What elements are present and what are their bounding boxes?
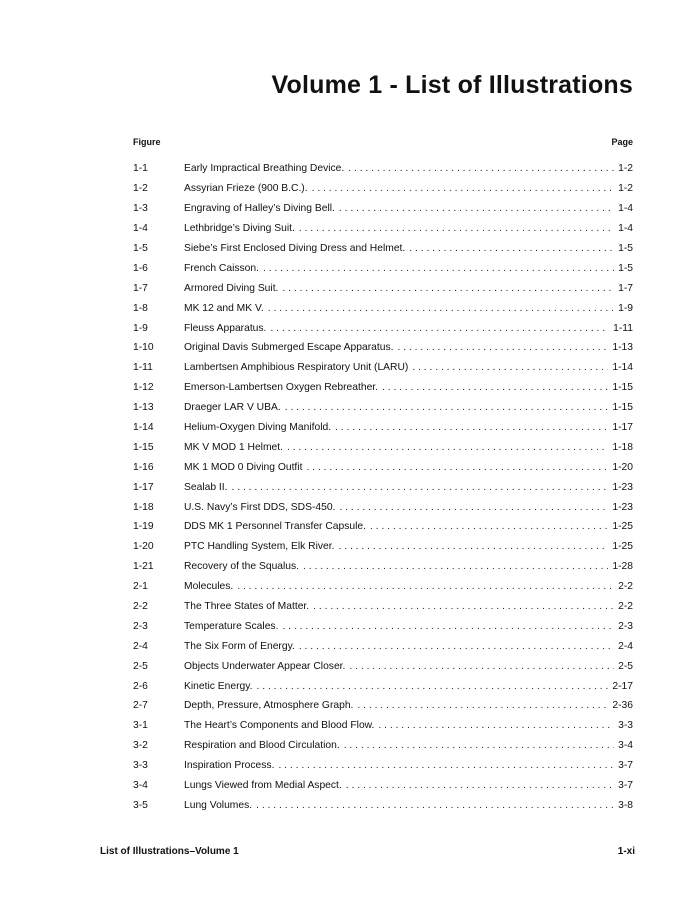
list-item[interactable] [133, 537, 633, 557]
figure-page: 1-14 [612, 362, 633, 374]
list-item[interactable] [133, 796, 633, 816]
dot-leader [282, 621, 614, 632]
figure-title: Early Impractical Breathing Device. [184, 163, 345, 175]
figure-page: 1-9 [618, 302, 633, 314]
figure-number: 3-1 [133, 720, 148, 732]
figure-page: 3-4 [618, 740, 633, 752]
dot-leader [256, 800, 614, 811]
figure-number: 1-9 [133, 322, 148, 334]
list-item[interactable] [133, 656, 633, 676]
figure-number: 1-12 [133, 382, 154, 394]
figure-page: 3-3 [618, 720, 633, 732]
list-item[interactable] [133, 716, 633, 736]
list-item[interactable] [133, 497, 633, 517]
list-item[interactable] [133, 258, 633, 278]
figure-page: 1-15 [612, 382, 633, 394]
list-item[interactable] [133, 756, 633, 776]
dot-leader [299, 223, 614, 234]
list-item[interactable] [133, 477, 633, 497]
figure-number: 1-5 [133, 243, 148, 254]
figure-title: Lungs Viewed from Medial Aspect. [184, 780, 342, 792]
figure-page: 1-4 [618, 223, 633, 235]
figure-title: MK 12 and MK V. [184, 302, 264, 314]
list-item[interactable] [133, 199, 633, 219]
figure-title: Siebe’s First Enclosed Diving Dress and Helmet. [184, 243, 406, 254]
figure-title: U.S. Navy’s First DDS, SDS-450. [184, 501, 336, 513]
figure-number: 1-19 [133, 521, 154, 533]
figure-number: 2-6 [133, 680, 148, 692]
list-item[interactable] [133, 636, 633, 656]
figure-title: Engraving of Halley’s Diving Bell. [184, 203, 335, 215]
figure-title: MK 1 MOD 0 Diving Outfit [184, 461, 303, 473]
figure-number: 1-17 [133, 481, 154, 493]
figure-title: Draeger LAR V UBA. [184, 402, 281, 414]
figure-number: 2-7 [133, 700, 148, 712]
figure-page: 1-2 [618, 183, 633, 195]
dot-leader [287, 442, 608, 453]
list-item[interactable] [133, 437, 633, 457]
dot-leader [348, 163, 614, 174]
figure-number: 1-8 [133, 302, 148, 314]
list-item[interactable] [133, 736, 633, 756]
list-item[interactable] [133, 219, 633, 239]
dot-leader [313, 601, 614, 612]
figure-title: Lambertsen Amphibious Respiratory Unit (LARU) [184, 362, 409, 374]
figure-title: Inspiration Process. [184, 760, 275, 772]
figure-page: 1-11 [613, 322, 633, 334]
figure-number: 2-1 [133, 581, 148, 593]
figure-page: 1-7 [618, 282, 633, 294]
figure-page: 1-15 [612, 402, 633, 414]
dot-leader [346, 780, 614, 791]
figure-title: PTC Handling System, Elk River. [184, 541, 335, 553]
figure-number: 1-15 [133, 441, 154, 453]
figure-page: 1-4 [618, 203, 633, 215]
illustrations-list [133, 159, 633, 815]
figure-page: 1-20 [612, 461, 633, 473]
dot-leader [268, 303, 614, 314]
figure-number: 1-6 [133, 262, 148, 274]
figure-number: 1-20 [133, 541, 154, 553]
figure-number: 3-5 [133, 799, 148, 811]
figure-page: 1-25 [612, 521, 633, 533]
list-item[interactable] [133, 239, 633, 259]
dot-leader [306, 462, 608, 473]
dot-leader [299, 641, 614, 652]
figure-number: 1-14 [133, 422, 154, 434]
column-header-page: Page [611, 137, 633, 147]
page-title: Volume 1 - List of Illustrations [271, 71, 633, 99]
list-item[interactable] [133, 597, 633, 617]
list-item[interactable] [133, 616, 633, 636]
figure-page: 1-23 [612, 481, 633, 493]
figure-title: The Three States of Matter. [184, 601, 310, 613]
figure-number: 2-3 [133, 620, 148, 632]
figure-number: 1-2 [133, 183, 148, 195]
figure-page: 1-5 [618, 243, 633, 254]
list-item[interactable] [133, 159, 633, 179]
dot-leader [349, 661, 614, 672]
dot-leader [339, 502, 608, 513]
list-item[interactable] [133, 418, 633, 438]
figure-page: 2-3 [618, 620, 633, 632]
figure-page: 1-2 [618, 163, 633, 175]
figure-title: Sealab II. [184, 481, 228, 493]
dot-leader [339, 203, 614, 214]
figure-page: 2-2 [618, 581, 633, 593]
list-item[interactable] [133, 358, 633, 378]
list-item[interactable] [133, 298, 633, 318]
figure-number: 2-5 [133, 660, 148, 672]
list-item[interactable] [133, 776, 633, 796]
figure-number: 3-2 [133, 740, 148, 752]
figure-title: Respiration and Blood Circulation. [184, 740, 340, 752]
dot-leader [370, 521, 608, 532]
list-item[interactable] [133, 179, 633, 199]
figure-number: 1-16 [133, 461, 154, 473]
dot-leader [303, 561, 608, 572]
figure-number: 1-4 [133, 223, 148, 235]
figure-title: Assyrian Frieze (900 B.C.). [184, 183, 308, 195]
dot-leader [357, 700, 608, 711]
figure-page: 1-25 [612, 541, 633, 553]
figure-page: 1-28 [612, 561, 633, 573]
figure-page: 2-17 [612, 680, 633, 692]
list-item[interactable] [133, 378, 633, 398]
column-header-figure: Figure [133, 137, 161, 147]
list-item[interactable] [133, 457, 633, 477]
list-item[interactable] [133, 676, 633, 696]
figure-title: Armored Diving Suit. [184, 282, 279, 294]
dot-leader [378, 720, 614, 731]
figure-page: 1-18 [612, 441, 633, 453]
dot-leader [412, 362, 608, 373]
figure-title: Fleuss Apparatus. [184, 322, 267, 334]
figure-title: Objects Underwater Appear Closer. [184, 660, 346, 672]
dot-leader [312, 183, 615, 194]
figure-title: The Six Form of Energy. [184, 640, 295, 652]
figure-page: 1-13 [612, 342, 633, 354]
dot-leader [285, 402, 609, 413]
figure-number: 1-13 [133, 402, 154, 414]
dot-leader [409, 243, 614, 254]
dot-leader [278, 760, 614, 771]
figure-number: 2-4 [133, 640, 148, 652]
figure-page: 2-5 [618, 660, 633, 672]
figure-title: DDS MK 1 Personnel Transfer Capsule. [184, 521, 366, 533]
dot-leader [232, 482, 609, 493]
footer-title: List of Illustrations–Volume 1 [100, 846, 239, 857]
figure-number: 1-11 [133, 362, 153, 374]
list-item[interactable] [133, 398, 633, 418]
list-item[interactable] [133, 696, 633, 716]
dot-leader [339, 541, 609, 552]
figure-title: Original Davis Submerged Escape Apparatus. [184, 342, 394, 354]
dot-leader [257, 681, 609, 692]
figure-number: 1-18 [133, 501, 154, 513]
dot-leader [335, 422, 608, 433]
dot-leader [397, 342, 608, 353]
dot-leader [237, 581, 614, 592]
figure-page: 2-2 [618, 601, 633, 613]
figure-title: Emerson-Lambertsen Oxygen Rebreather. [184, 382, 379, 394]
figure-number: 3-3 [133, 760, 148, 772]
figure-page: 1-23 [612, 501, 633, 513]
list-item[interactable] [133, 318, 633, 338]
figure-page: 3-7 [618, 760, 633, 772]
dot-leader [382, 382, 608, 393]
figure-number: 1-10 [133, 342, 154, 354]
figure-number: 1-21 [133, 561, 154, 573]
figure-title: Kinetic Energy. [184, 680, 253, 692]
figure-number: 1-1 [133, 163, 148, 175]
figure-page: 1-17 [612, 422, 633, 434]
figure-number: 1-3 [133, 203, 148, 215]
dot-leader [263, 263, 614, 274]
figure-number: 3-4 [133, 780, 148, 792]
figure-page: 2-36 [612, 700, 633, 712]
figure-number: 2-2 [133, 601, 148, 613]
list-item[interactable] [133, 517, 633, 537]
footer-page-number: 1-xi [617, 846, 635, 857]
figure-title: Depth, Pressure, Atmosphere Graph. [184, 700, 354, 712]
figure-title: Lethbridge’s Diving Suit. [184, 223, 295, 235]
list-item[interactable] [133, 577, 633, 597]
figure-page: 2-4 [618, 640, 633, 652]
figure-title: Recovery of the Squalus. [184, 561, 300, 573]
figure-title: Lung Volumes. [184, 799, 253, 811]
figure-title: MK V MOD 1 Helmet. [184, 441, 283, 453]
figure-title: Temperature Scales. [184, 620, 279, 632]
dot-leader [282, 283, 614, 294]
list-item[interactable] [133, 557, 633, 577]
list-item[interactable] [133, 278, 633, 298]
dot-leader [344, 740, 614, 751]
figure-title: Helium-Oxygen Diving Manifold. [184, 422, 332, 434]
figure-title: French Caisson. [184, 262, 259, 274]
list-item[interactable] [133, 338, 633, 358]
figure-page: 3-8 [618, 799, 633, 811]
figure-title: The Heart’s Components and Blood Flow. [184, 720, 375, 732]
figure-number: 1-7 [133, 282, 148, 294]
figure-page: 1-5 [618, 262, 633, 274]
figure-title: Molecules. [184, 581, 234, 593]
figure-page: 3-7 [618, 780, 633, 792]
dot-leader [270, 323, 609, 334]
